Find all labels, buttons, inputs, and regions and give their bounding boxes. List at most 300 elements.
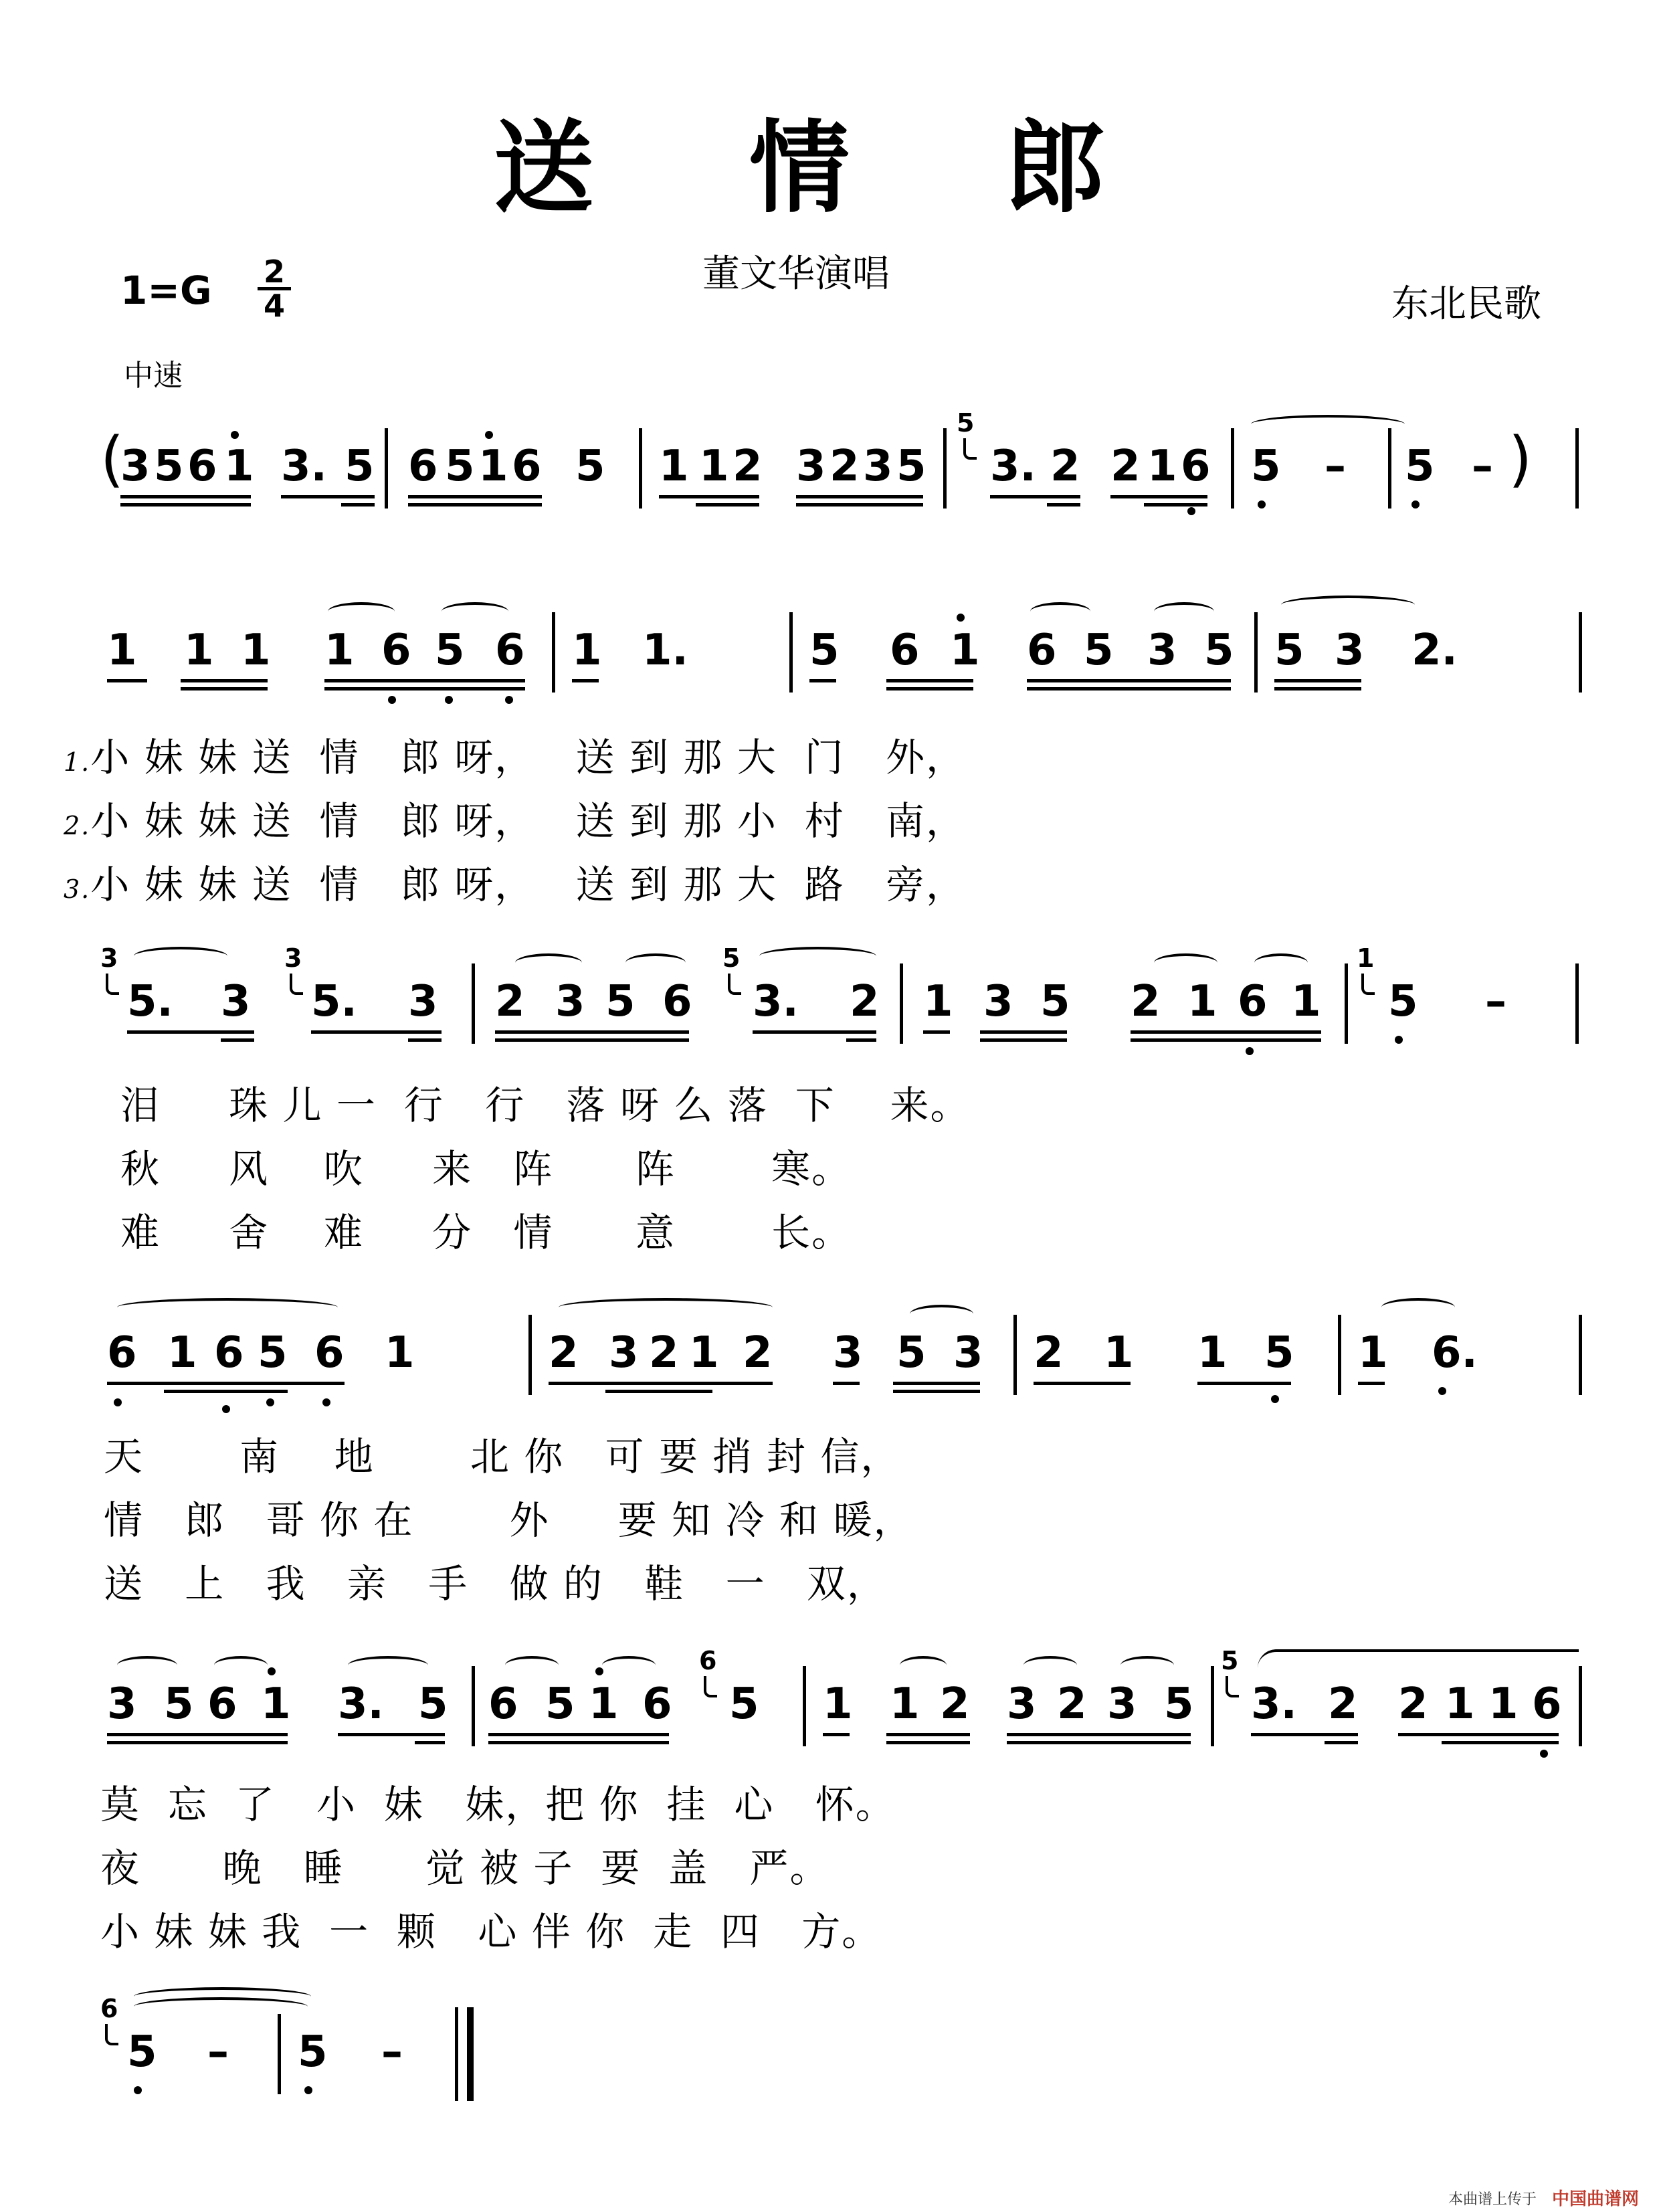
grace-note: 6 <box>699 1646 717 1675</box>
note: 3 <box>221 977 251 1026</box>
underline-beam <box>980 1038 1067 1042</box>
underline-beam <box>1398 1733 1559 1736</box>
note: 5 <box>1388 977 1418 1026</box>
lyric-line-3-1: 天 南 地 北 你 可 要 捎 封 信， <box>104 1434 901 1479</box>
lyric-line-4-2: 夜 晚 睡 觉 被 子 要 盖 严。 <box>100 1845 830 1891</box>
note: 6 <box>214 1328 244 1378</box>
note: 5 <box>435 626 465 675</box>
note: 2 <box>830 442 860 491</box>
note: 2 <box>940 1679 970 1729</box>
grace-note: 5 <box>1221 1646 1239 1675</box>
underline-beam <box>1027 687 1231 690</box>
note: 5 <box>154 442 184 491</box>
grace-note-hook <box>728 974 741 995</box>
underline-beam <box>990 495 1080 498</box>
underline-beam <box>488 1733 669 1736</box>
underline-beam <box>120 503 251 506</box>
barline <box>639 428 642 509</box>
note: 6 <box>1532 1679 1562 1729</box>
slur <box>442 602 508 621</box>
underline-beam <box>796 503 923 506</box>
barline <box>789 612 793 693</box>
note: 1 <box>224 442 254 491</box>
grace-note: 5 <box>957 408 975 438</box>
grace-note: 3 <box>284 943 302 973</box>
underline-beam <box>495 1030 689 1034</box>
note: 1 <box>589 1679 619 1729</box>
note: 1 <box>167 1328 197 1378</box>
note: 1 <box>1197 1328 1228 1378</box>
note: 5 <box>445 442 475 491</box>
note: 1 <box>1147 442 1177 491</box>
repeat-paren-close: ) <box>1508 424 1533 494</box>
note: 1 <box>385 1328 415 1378</box>
note: 6 <box>642 1679 672 1729</box>
lyric-line-3-3: 送 上 我 亲 手 做 的 鞋 一 双， <box>104 1561 887 1606</box>
note: 3. <box>338 1679 384 1729</box>
staff-system-5 <box>0 1646 1659 1746</box>
note: 5 <box>809 626 840 675</box>
dash-extension: – <box>207 2027 229 2077</box>
octave-down-dot <box>445 696 453 704</box>
underline-beam <box>495 1038 689 1042</box>
octave-down-dot <box>222 1405 230 1413</box>
underline-beam <box>281 495 375 498</box>
barline <box>472 1666 475 1746</box>
octave-down-dot <box>388 696 396 704</box>
note: 1 <box>261 1679 291 1729</box>
octave-down-dot <box>1258 500 1266 509</box>
underline-beam <box>488 1741 669 1744</box>
underline-beam <box>696 503 759 506</box>
barline <box>1345 963 1348 1044</box>
underline-beam <box>338 1733 445 1736</box>
slur <box>559 1298 773 1317</box>
barline <box>528 1315 532 1395</box>
underline-beam <box>415 1741 445 1744</box>
underline-beam <box>1251 1733 1358 1736</box>
lyric-line-2-3: 难 舍 难 分 情 意 长。 <box>120 1210 852 1255</box>
underline-beam <box>893 1382 980 1385</box>
underline-beam <box>408 503 542 506</box>
barline <box>472 963 475 1044</box>
note: 3 <box>1147 626 1177 675</box>
note: 5 <box>298 2027 328 2077</box>
underline-beam <box>120 495 251 498</box>
note: 5 <box>896 1328 926 1378</box>
note: 5 <box>164 1679 194 1729</box>
underline-beam <box>1034 1382 1131 1385</box>
lyric-line-4-3: 小 妹 妹 我 一 颗 心 伴 你 走 四 方。 <box>100 1909 882 1954</box>
note: 6 <box>488 1679 518 1729</box>
octave-down-dot <box>134 2086 142 2094</box>
note: 2 <box>1050 442 1080 491</box>
note: 1 <box>923 977 953 1026</box>
barline <box>1575 963 1579 1044</box>
underline-beam <box>408 1038 442 1042</box>
grace-note-hook <box>1226 1676 1239 1697</box>
note: 5 <box>418 1679 448 1729</box>
barline <box>1575 428 1579 509</box>
grace-note-hook <box>290 974 303 995</box>
underline-beam <box>1197 1382 1291 1385</box>
slur <box>1120 1656 1174 1675</box>
underline-beam <box>1007 1733 1191 1736</box>
barline <box>278 2014 281 2094</box>
note: 5 <box>127 2027 157 2077</box>
note: 1 <box>890 1679 920 1729</box>
barline <box>1579 1666 1582 1746</box>
note: 3 <box>983 977 1013 1026</box>
dash-extension: – <box>381 2027 403 2077</box>
composer-credit: 东北民歌 <box>1391 282 1541 326</box>
barline <box>552 612 555 693</box>
underline-beam <box>1274 687 1361 690</box>
underline-beam <box>1274 679 1361 682</box>
note: 3 <box>408 977 438 1026</box>
barline <box>1254 612 1258 693</box>
octave-down-dot <box>505 696 513 704</box>
note: 3. <box>753 977 799 1026</box>
underline-beam <box>1007 1741 1191 1744</box>
note: 2. <box>1411 626 1458 675</box>
note: 1 <box>1445 1679 1475 1729</box>
note: 5. <box>127 977 173 1026</box>
underline-beam <box>846 1038 876 1042</box>
note: 6. <box>1432 1328 1478 1378</box>
underline-beam <box>341 503 375 506</box>
slur <box>1254 953 1308 972</box>
note: 2 <box>1110 442 1141 491</box>
note: 3 <box>1107 1679 1137 1729</box>
slur <box>134 1997 308 2016</box>
octave-down-dot <box>1540 1750 1548 1758</box>
note: 6 <box>890 626 920 675</box>
note: 6 <box>408 442 438 491</box>
underline-beam <box>572 679 599 682</box>
note: 1. <box>642 626 688 675</box>
grace-note-hook <box>1361 974 1375 995</box>
note: 2 <box>549 1328 579 1378</box>
barline <box>1013 1315 1017 1395</box>
note: 5 <box>1164 1679 1194 1729</box>
underline-beam <box>127 1030 254 1034</box>
octave-up-dot <box>595 1667 603 1675</box>
note: 3 <box>833 1328 863 1378</box>
slur <box>1030 602 1090 621</box>
octave-down-dot <box>1246 1047 1254 1055</box>
grace-note-hook <box>105 2024 118 2045</box>
key-signature: 1=G <box>120 268 212 313</box>
dash-extension: – <box>1472 442 1493 491</box>
barline <box>1579 1315 1582 1395</box>
note: 1 <box>823 1679 853 1729</box>
note: 3 <box>120 442 151 491</box>
underline-beam <box>659 495 759 498</box>
lyric-line-1-2: 2.小 妹 妹 送 情 郎 呀， 送 到 那 小 村 南， <box>64 798 966 844</box>
slur <box>910 1305 973 1323</box>
underline-beam <box>107 1382 345 1385</box>
note: 2 <box>850 977 880 1026</box>
time-signature-top: 2 <box>263 254 285 290</box>
lyric-line-1-1: 1.小 妹 妹 送 情 郎 呀， 送 到 那 大 门 外， <box>64 735 966 780</box>
barline <box>1579 612 1582 693</box>
time-signature <box>258 254 291 324</box>
song-title: 送 情 郎 <box>493 109 1166 227</box>
note: 6 <box>1181 442 1211 491</box>
underline-beam <box>833 1382 860 1385</box>
note: 2 <box>1328 1679 1358 1729</box>
note: 1 <box>1488 1679 1519 1729</box>
grace-note: 5 <box>722 943 741 973</box>
slur <box>134 947 227 965</box>
note: 5 <box>258 1328 288 1378</box>
underline-beam <box>809 679 836 682</box>
lyric-line-3-2: 情 郎 哥 你 在 外 要 知 冷 和 暖， <box>104 1497 914 1543</box>
grace-note-hook <box>106 974 119 995</box>
grace-note-hook <box>963 438 977 460</box>
underline-beam <box>324 687 525 690</box>
octave-down-dot <box>1411 500 1420 509</box>
note: 3 <box>863 442 893 491</box>
underline-beam <box>1047 503 1080 506</box>
note: 6 <box>314 1328 345 1378</box>
barline <box>455 2007 458 2101</box>
underline-beam <box>1442 1741 1559 1744</box>
note: 5 <box>1274 626 1304 675</box>
note: 5 <box>575 442 605 491</box>
note: 1 <box>241 626 271 675</box>
underline-beam <box>221 1038 254 1042</box>
dash-extension: – <box>1485 977 1506 1026</box>
staff-system-1 <box>0 408 1659 509</box>
note: 1 <box>478 442 508 491</box>
note: 3 <box>609 1328 639 1378</box>
lyric-line-2-1: 泪 珠 儿 一 行 行 落 呀 么 落 下 来。 <box>120 1083 971 1128</box>
note: 1 <box>184 626 214 675</box>
underline-beam <box>107 1733 288 1736</box>
note: 3 <box>1335 626 1365 675</box>
note: 3 <box>555 977 585 1026</box>
slur <box>625 953 686 972</box>
underline-beam <box>181 687 268 690</box>
underline-beam <box>311 1030 442 1034</box>
site-logo: 中国曲谱网 <box>1552 2189 1640 2209</box>
barline <box>385 428 388 509</box>
note: 3 <box>796 442 826 491</box>
note: 6 <box>207 1679 237 1729</box>
slur <box>602 1656 656 1675</box>
underline-beam <box>886 1733 970 1736</box>
octave-down-dot <box>114 1398 122 1406</box>
note: 5 <box>1251 442 1281 491</box>
underline-beam <box>107 1741 288 1744</box>
note: 1 <box>572 626 602 675</box>
note: 6 <box>495 626 525 675</box>
underline-beam <box>886 679 973 682</box>
note: 3. <box>990 442 1036 491</box>
slur <box>1154 602 1214 621</box>
note: 6 <box>512 442 542 491</box>
note: 5 <box>1204 626 1234 675</box>
note: 3 <box>953 1328 983 1378</box>
underline-beam <box>549 1382 773 1385</box>
note: 1 <box>324 626 355 675</box>
slur <box>328 602 395 621</box>
underline-beam <box>980 1030 1067 1034</box>
verse-number: 1. <box>64 747 91 777</box>
note: 5 <box>1040 977 1070 1026</box>
slur <box>1281 595 1415 614</box>
slur <box>1023 1656 1077 1675</box>
note: 1 <box>699 442 729 491</box>
underline-beam <box>1325 1741 1358 1744</box>
octave-down-dot <box>1271 1395 1279 1403</box>
note: 5 <box>605 977 636 1026</box>
octave-down-dot <box>266 1398 274 1406</box>
slur <box>515 953 582 972</box>
underline-beam <box>324 679 525 682</box>
underline-beam <box>605 1390 712 1393</box>
underline-beam <box>1131 1038 1321 1042</box>
note: 5 <box>345 442 375 491</box>
note: 1 <box>1291 977 1321 1026</box>
octave-down-dot <box>1187 507 1195 515</box>
underline-beam <box>1144 503 1207 506</box>
underline-beam <box>893 1390 980 1393</box>
note: 5 <box>1084 626 1114 675</box>
upload-note: 本曲谱上传于 <box>1448 2191 1537 2208</box>
note: 5 <box>545 1679 575 1729</box>
barline <box>943 428 947 509</box>
verse-number: 2. <box>64 811 91 840</box>
note: 5 <box>1405 442 1435 491</box>
underline-beam <box>181 679 268 682</box>
lyric-line-2-2: 秋 风 吹 来 阵 阵 寒。 <box>120 1146 852 1192</box>
slur <box>117 1298 338 1317</box>
performer-credit: 董文华演唱 <box>702 252 890 296</box>
verse-number: 3. <box>64 874 91 904</box>
note: 2 <box>743 1328 773 1378</box>
grace-note-hook <box>704 1676 717 1697</box>
staff-system-6 <box>0 1994 1659 2094</box>
grace-note: 6 <box>100 1994 118 2023</box>
note: 3. <box>281 442 327 491</box>
note: 2 <box>649 1328 679 1378</box>
note: 6 <box>187 442 217 491</box>
note: 1 <box>659 442 689 491</box>
underline-beam <box>796 495 923 498</box>
grace-note: 3 <box>100 943 118 973</box>
barline <box>1338 1315 1341 1395</box>
note: 5. <box>311 977 357 1026</box>
note: 1 <box>1358 1328 1388 1378</box>
tie-slur <box>1251 415 1405 434</box>
repeat-paren-open: ( <box>100 424 124 494</box>
staff-system-3 <box>0 943 1659 1044</box>
octave-up-dot <box>231 431 239 439</box>
note: 1 <box>689 1328 719 1378</box>
octave-down-dot <box>322 1398 330 1406</box>
octave-up-dot <box>485 431 493 439</box>
barline <box>1211 1666 1214 1746</box>
slur <box>505 1656 559 1675</box>
octave-down-dot <box>1438 1387 1446 1395</box>
final-barline <box>467 2007 474 2101</box>
underline-beam <box>1027 679 1231 682</box>
underline-beam <box>753 1030 876 1034</box>
barline <box>1231 428 1234 509</box>
note: 6 <box>662 977 692 1026</box>
underline-beam <box>923 1030 950 1034</box>
note: 2 <box>495 977 525 1026</box>
note: 1 <box>1187 977 1217 1026</box>
note: 6 <box>107 1328 137 1378</box>
slur <box>1258 1649 1579 1668</box>
slur <box>117 1656 177 1675</box>
slur <box>900 1656 947 1675</box>
underline-beam <box>886 687 973 690</box>
dash-extension: – <box>1325 442 1346 491</box>
note: 1 <box>950 626 980 675</box>
note: 2 <box>1057 1679 1087 1729</box>
underline-beam <box>1110 495 1207 498</box>
underline-beam <box>1131 1030 1321 1034</box>
staff-system-4 <box>0 1315 1659 1395</box>
grace-note: 1 <box>1357 943 1375 973</box>
underline-beam <box>886 1741 970 1744</box>
note: 3 <box>107 1679 137 1729</box>
octave-up-dot <box>268 1667 276 1675</box>
note: 2 <box>1034 1328 1064 1378</box>
note: 5 <box>1264 1328 1294 1378</box>
underline-beam <box>823 1733 850 1736</box>
note: 6 <box>381 626 411 675</box>
underline-beam <box>107 679 147 682</box>
note: 6 <box>1238 977 1268 1026</box>
slur <box>214 1656 268 1675</box>
note: 1 <box>1104 1328 1134 1378</box>
octave-down-dot <box>1395 1036 1403 1044</box>
note: 5 <box>896 442 926 491</box>
octave-down-dot <box>304 2086 312 2094</box>
note: 3. <box>1251 1679 1297 1729</box>
underline-beam <box>1358 1382 1385 1385</box>
barline <box>900 963 903 1044</box>
barline <box>803 1666 806 1746</box>
slur <box>1381 1298 1455 1317</box>
lyric-line-1-3: 3.小 妹 妹 送 情 郎 呀， 送 到 那 大 路 旁， <box>64 862 966 907</box>
staff-system-2 <box>0 612 1659 693</box>
slur <box>348 1656 428 1675</box>
slur <box>1154 953 1217 972</box>
slur <box>759 947 876 965</box>
time-signature-bottom: 4 <box>263 288 285 324</box>
note: 3 <box>1007 1679 1037 1729</box>
note: 6 <box>1027 626 1057 675</box>
note: 2 <box>1398 1679 1428 1729</box>
underline-beam <box>408 495 542 498</box>
barline <box>1388 428 1391 509</box>
lyric-line-4-1: 莫 忘 了 小 妹 妹，把 你 挂 心 怀。 <box>100 1782 896 1827</box>
tempo-marking: 中速 <box>124 359 183 393</box>
underline-beam <box>164 1390 288 1393</box>
note: 5 <box>729 1679 759 1729</box>
octave-up-dot <box>957 614 965 622</box>
note: 2 <box>733 442 763 491</box>
note: 2 <box>1131 977 1161 1026</box>
note: 1 <box>107 626 137 675</box>
